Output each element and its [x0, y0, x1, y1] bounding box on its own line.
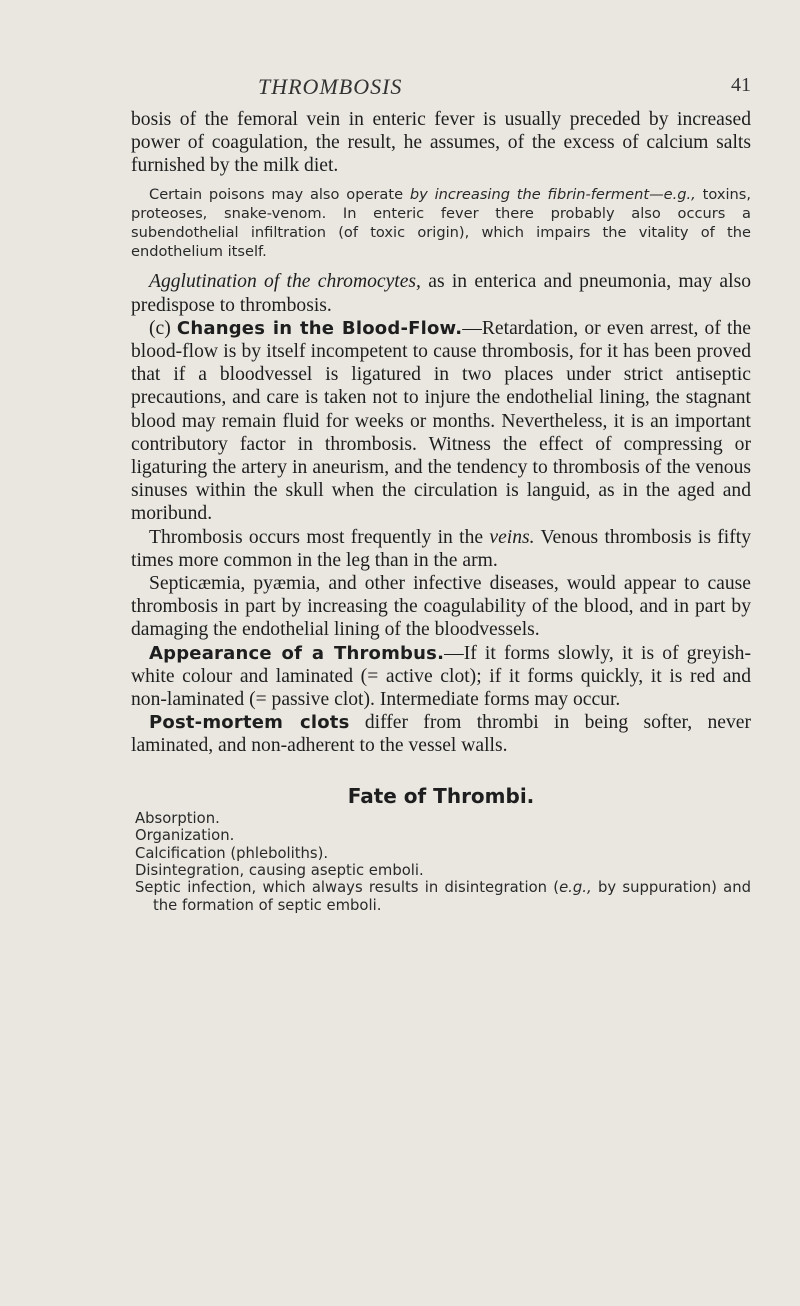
- poisons-emphasis: by increasing the fibrin-ferment—e.g.,: [409, 185, 696, 203]
- paragraph-poisons: [131, 185, 751, 262]
- paragraph-veins: [131, 526, 751, 572]
- fate-item-organization: Organization.: [135, 827, 235, 845]
- septic-emphasis: e.g.,: [559, 879, 592, 897]
- paragraph-agglutination: [131, 270, 751, 316]
- paragraph-calcium: bosis of the femoral vein in enteric fever is usually preceded by increased power of coagulation, the result, he assumes, of the excess of calcium salts furnished by the milk diet.: [131, 109, 751, 177]
- poisons-text-b: toxins, proteoses, snake-venom. In enteric fever there probably also occurs a subendothelial infiltration (of toxic origin), which impairs the vitality of the endothelium itself.: [131, 185, 752, 261]
- post-mortem-text: differ from thrombi in being softer, never laminated, and non-adherent to the vessel walls.: [131, 712, 752, 757]
- agglutination-emphasis: Agglutination of the chromocytes,: [149, 271, 421, 293]
- paragraph-post-mortem: [131, 711, 751, 757]
- agglutination-text: as in enterica and pneumonia, may also predispose to thrombosis.: [131, 271, 751, 316]
- running-head: THROMBOSIS: [258, 74, 403, 99]
- poisons-text-a: Certain poisons may also operate: [149, 185, 410, 203]
- blood-flow-label: (c): [149, 317, 177, 339]
- blood-flow-text: —Retardation, or even arrest, of the blood-flow is by itself incompetent to cause thrombosis, for it has been proved that if a bloodvessel is ligatured in two places under strict antiseptic precautions, and care is taken not to injure the endothelial lining, the stagnant blood may remain fluid for weeks or months. Nevertheless, it is an important contributory factor in thrombosis. Witness the effect of compressing or ligaturing the artery in aneurism, and the tendency to thrombosis of the venous sinuses within the skull when the circulation is languid, as in the aged and moribund.: [131, 317, 751, 525]
- fate-item-disintegration: Disintegration, causing aseptic emboli.: [135, 861, 424, 879]
- body-text: [131, 108, 751, 914]
- septic-text-a: Septic infection, which always results in disintegration (: [135, 879, 560, 897]
- fate-item-calcification: Calcification (phleboliths).: [135, 844, 329, 862]
- septic-text-b: by suppuration) and the formation of septic emboli.: [153, 879, 751, 914]
- veins-text-a: Thrombosis occurs most frequently in the: [149, 526, 490, 548]
- veins-text-b: Venous thrombosis is fifty times more common in the leg than in the arm.: [131, 526, 751, 571]
- page-number: 41: [731, 74, 751, 96]
- veins-emphasis: veins.: [489, 526, 535, 548]
- paragraph-septicaemia: Septicæmia, pyæmia, and other infective diseases, would appear to cause thrombosis in part by increasing the coagulability of the blood, and in part by damaging the endothelial lining of the bloodvessels.: [131, 573, 751, 641]
- fate-list: [131, 810, 751, 914]
- fate-heading: Fate of Thrombi.: [347, 783, 535, 808]
- paragraph-appearance: [131, 642, 751, 712]
- fate-item-absorption: Absorption.: [135, 809, 220, 827]
- page-header: [0, 74, 751, 104]
- appearance-text: —If it forms slowly, it is of greyish-white colour and laminated (= active clot); if it forms quickly, it is red and non-laminated (= passive clot). Intermediate forms may occur.: [131, 642, 751, 711]
- fate-item-septic-infection: [135, 879, 751, 914]
- post-mortem-heading: Post-mortem clots: [149, 712, 350, 734]
- appearance-heading: Appearance of a Thrombus.: [149, 642, 445, 664]
- blood-flow-heading: Changes in the Blood-Flow.: [176, 317, 463, 339]
- paragraph-blood-flow: [131, 317, 751, 526]
